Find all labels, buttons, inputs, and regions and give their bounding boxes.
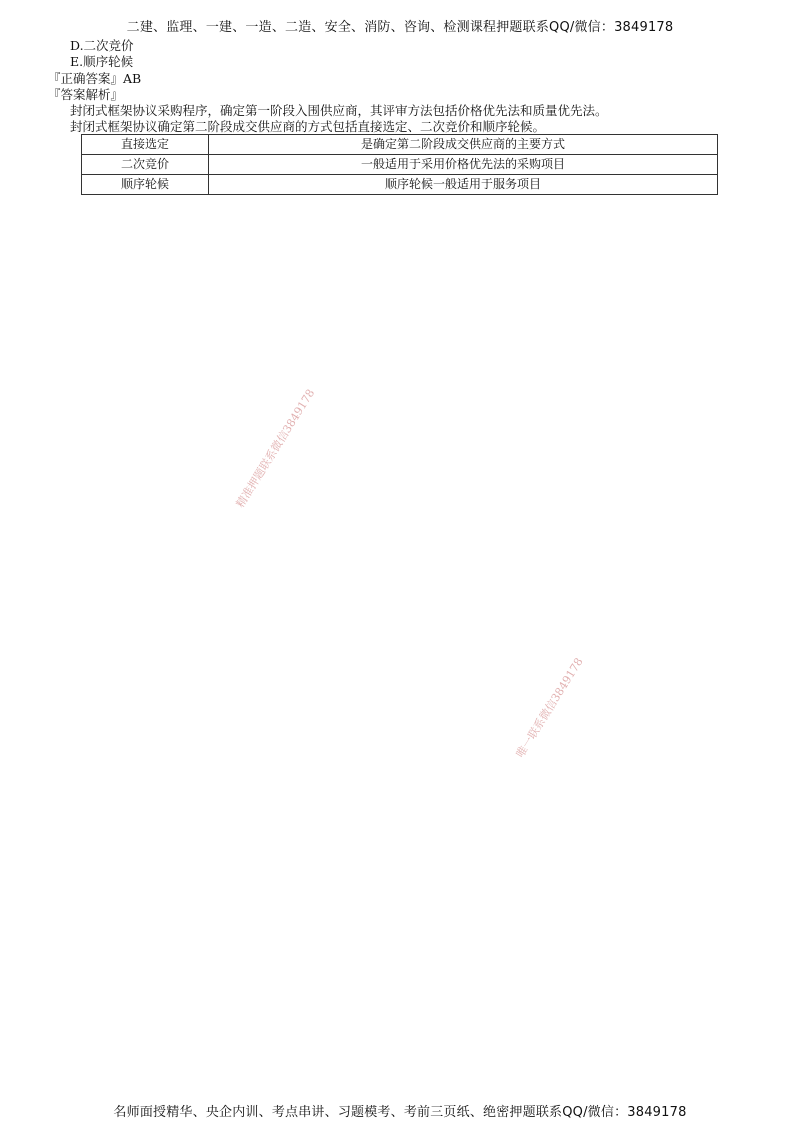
table-cell: 顺序轮候	[82, 175, 209, 195]
table-cell: 一般适用于采用价格优先法的采购项目	[209, 155, 718, 175]
watermark: 唯一联系微信3849178	[513, 655, 586, 760]
page-footer: 名师面授精华、央企内训、考点串讲、习题模考、考前三页纸、绝密押题联系QQ/微信：3849178	[113, 1105, 687, 1120]
page-header: 二建、监理、一建、一造、二造、安全、消防、咨询、检测课程押题联系QQ/微信：3849178	[126, 20, 674, 35]
correct-answer: 『正确答案』AB	[48, 71, 142, 86]
table-row	[82, 135, 718, 155]
table-row	[82, 155, 718, 175]
table-cell: 顺序轮候一般适用于服务项目	[209, 175, 718, 195]
table-cell: 是确定第二阶段成交供应商的主要方式	[209, 135, 718, 155]
analysis-label: 『答案解析』	[48, 87, 124, 102]
table-cell: 直接选定	[82, 135, 209, 155]
watermark: 精准押题联系微信3849178	[233, 386, 318, 510]
analysis-paragraph: 封闭式框架协议采购程序，确定第一阶段入围供应商，其评审方法包括价格优先法和质量优先法。	[70, 103, 608, 118]
option-e: E.顺序轮候	[70, 54, 134, 69]
analysis-paragraph: 封闭式框架协议确定第二阶段成交供应商的方式包括直接选定、二次竞价和顺序轮候。	[70, 119, 546, 134]
table-row	[82, 175, 718, 195]
method-table	[81, 134, 718, 195]
option-d: D.二次竞价	[70, 38, 134, 53]
table-cell: 二次竞价	[82, 155, 209, 175]
